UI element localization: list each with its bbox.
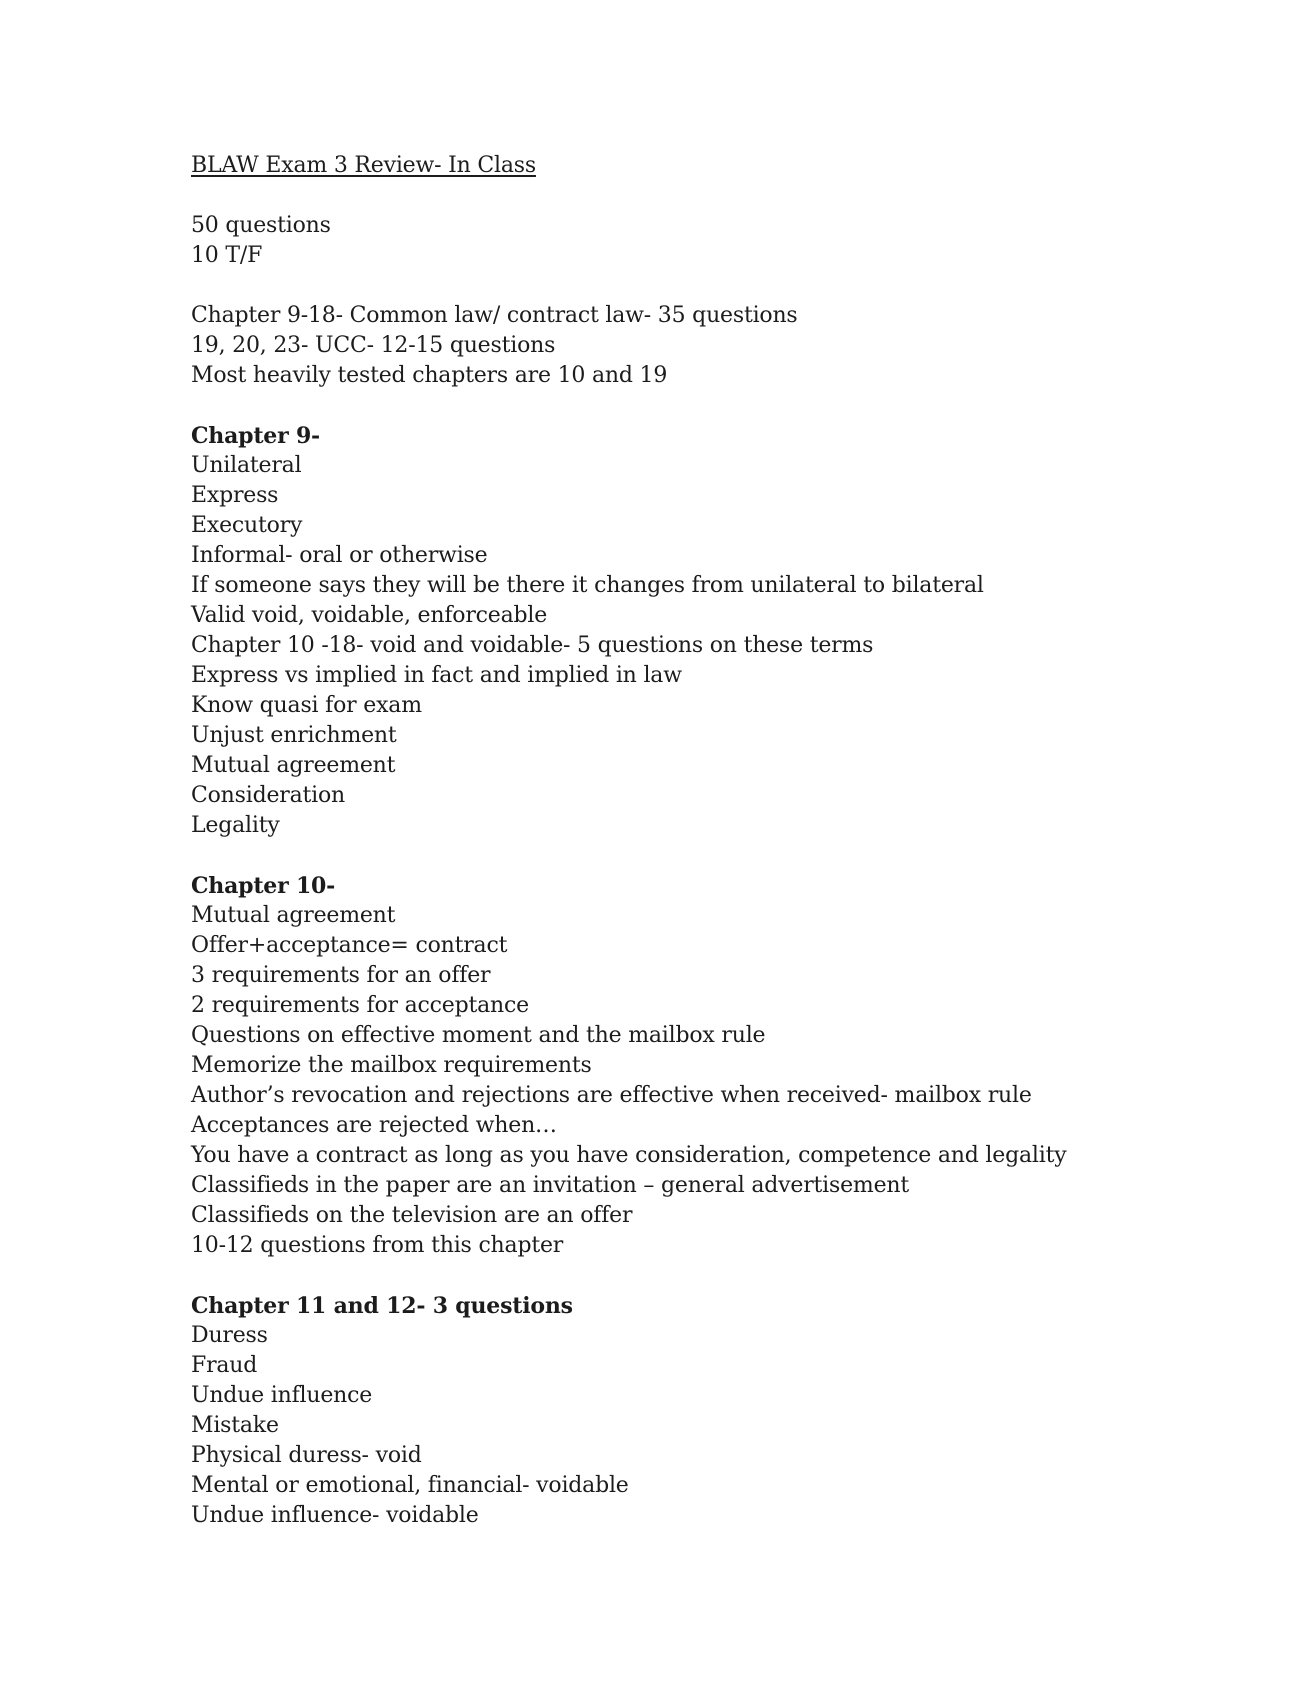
overview-block — [191, 301, 1191, 391]
section-line: 2 requirements for acceptance — [191, 993, 529, 1018]
section-chapter-9 — [191, 421, 1191, 841]
section-line: Memorize the mailbox requirements — [191, 1053, 592, 1078]
intro-block — [191, 211, 1191, 271]
section-line: Physical duress- void — [191, 1443, 422, 1468]
section-line: Consideration — [191, 783, 345, 808]
section-line: Duress — [191, 1323, 268, 1348]
section-line: Mutual agreement — [191, 903, 396, 928]
section-line: Acceptances are rejected when… — [191, 1113, 557, 1138]
intro-line: 10 T/F — [191, 243, 263, 268]
document-title: BLAW Exam 3 Review- In Class — [191, 153, 536, 178]
section-line: 3 requirements for an offer — [191, 963, 491, 988]
section-line: Undue influence — [191, 1383, 373, 1408]
section-chapter-10 — [191, 871, 1191, 1261]
overview-line: 19, 20, 23- UCC- 12-15 questions — [191, 333, 556, 358]
document-body — [191, 151, 1191, 1531]
section-line: Express vs implied in fact and implied in law — [191, 663, 682, 688]
section-line: Executory — [191, 513, 303, 538]
section-line: Know quasi for exam — [191, 693, 422, 718]
section-line: You have a contract as long as you have consideration, competence and legality — [191, 1143, 1067, 1168]
overview-line: Chapter 9-18- Common law/ contract law- 35 questions — [191, 303, 798, 328]
section-chapter-11-12 — [191, 1291, 1191, 1531]
section-heading: Chapter 10- — [191, 873, 336, 899]
section-line: 10-12 questions from this chapter — [191, 1233, 564, 1258]
section-line: Classifieds in the paper are an invitation – general advertisement — [191, 1173, 910, 1198]
section-line: Valid void, voidable, enforceable — [191, 603, 548, 628]
section-line: Informal- oral or otherwise — [191, 543, 488, 568]
section-line: Express — [191, 483, 279, 508]
section-line: If someone says they will be there it changes from unilateral to bilateral — [191, 573, 984, 598]
section-line: Unilateral — [191, 453, 302, 478]
section-line: Classifieds on the television are an offer — [191, 1203, 633, 1228]
section-line: Chapter 10 -18- void and voidable- 5 questions on these terms — [191, 633, 874, 658]
section-line: Mutual agreement — [191, 753, 396, 778]
section-line: Mental or emotional, financial- voidable — [191, 1473, 629, 1498]
section-line: Unjust enrichment — [191, 723, 397, 748]
section-line: Legality — [191, 813, 280, 838]
section-line: Offer+acceptance= contract — [191, 933, 508, 958]
section-line: Undue influence- voidable — [191, 1503, 479, 1528]
section-heading: Chapter 9- — [191, 423, 320, 449]
section-line: Questions on effective moment and the mailbox rule — [191, 1023, 766, 1048]
intro-line: 50 questions — [191, 213, 331, 238]
overview-line: Most heavily tested chapters are 10 and 19 — [191, 363, 668, 388]
section-line: Mistake — [191, 1413, 279, 1438]
section-line: Author’s revocation and rejections are effective when received- mailbox rule — [191, 1083, 1032, 1108]
section-line: Fraud — [191, 1353, 258, 1378]
section-heading: Chapter 11 and 12- 3 questions — [191, 1293, 573, 1319]
